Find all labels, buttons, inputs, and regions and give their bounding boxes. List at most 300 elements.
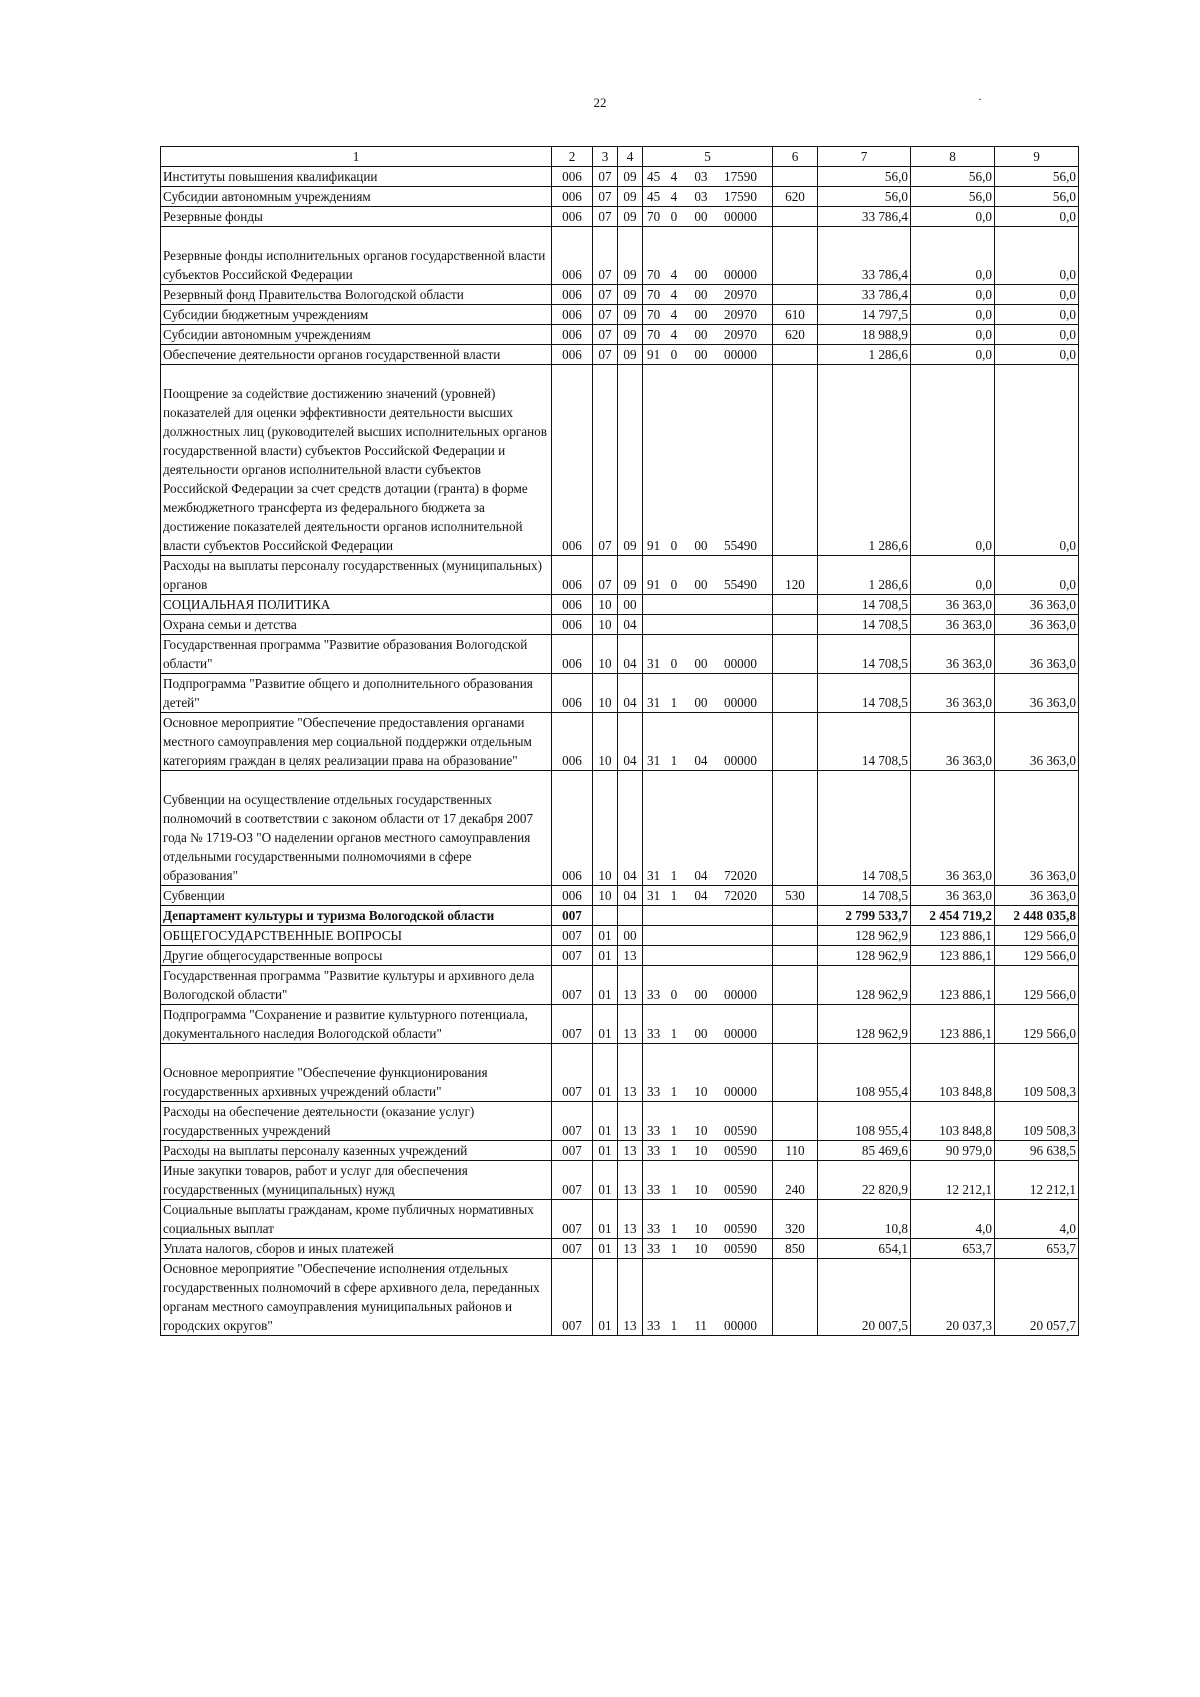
- admin-code-cell: 007: [552, 1161, 593, 1200]
- expense-type-cell: 320: [773, 1200, 818, 1239]
- amount-year1-cell: 108 955,4: [818, 1102, 911, 1141]
- target-article-part: 55490: [723, 577, 757, 592]
- target-article-cell: [643, 595, 773, 615]
- target-article-part: 45: [647, 169, 661, 184]
- target-article-part: 00: [694, 267, 708, 282]
- row-name-cell: [161, 1200, 552, 1239]
- row-name: Резервные фонды исполнительных органов государственной власти субъектов Российской Федерации: [163, 248, 546, 282]
- amount-year3-cell: 20 057,7: [995, 1259, 1079, 1336]
- row-name: ОБЩЕГОСУДАРСТВЕННЫЕ ВОПРОСЫ: [163, 928, 402, 943]
- section-code-cell: 07: [593, 207, 618, 227]
- target-article-parts: [645, 1180, 770, 1199]
- target-article-part: 00: [694, 209, 708, 224]
- row-name: Подпрограмма "Сохранение и развитие культурного потенциала, документального наследия Вологодской области": [163, 1007, 528, 1041]
- target-article-part: 0: [670, 656, 678, 671]
- target-article-part: 70: [647, 287, 661, 302]
- section-code-cell: 01: [593, 926, 618, 946]
- amount-year2-cell: 123 886,1: [911, 966, 995, 1005]
- target-article-part: 04: [694, 753, 708, 768]
- target-article-part: 20970: [723, 307, 757, 322]
- row-name-cell: [161, 886, 552, 906]
- target-article-cell: [643, 365, 773, 556]
- subsection-code-cell: 09: [618, 227, 643, 285]
- target-article-part: 00000: [723, 347, 757, 362]
- row-name: Департамент культуры и туризма Вологодской области: [163, 908, 495, 923]
- admin-code-cell: 006: [552, 713, 593, 771]
- expense-type-cell: [773, 906, 818, 926]
- target-article-part: 33: [647, 1084, 661, 1099]
- target-article-cell: [643, 1044, 773, 1102]
- target-article-part: 1: [670, 868, 678, 883]
- target-article-part: 00: [694, 695, 708, 710]
- target-article-part: 00: [694, 1026, 708, 1041]
- section-code-cell: 01: [593, 1102, 618, 1141]
- target-article-part: 33: [647, 1241, 661, 1256]
- amount-year2-cell: 0,0: [911, 285, 995, 305]
- admin-code-cell: 007: [552, 946, 593, 966]
- target-article-cell: [643, 966, 773, 1005]
- target-article-part: 33: [647, 1318, 661, 1333]
- expense-type-cell: 850: [773, 1239, 818, 1259]
- header-cell: 6: [773, 147, 818, 167]
- amount-year2-cell: 36 363,0: [911, 674, 995, 713]
- target-article-part: 0: [670, 538, 678, 553]
- target-article-part: 1: [670, 753, 678, 768]
- table-row: [161, 946, 1079, 966]
- row-name-cell: [161, 556, 552, 595]
- amount-year1-cell: 128 962,9: [818, 1005, 911, 1044]
- admin-code-cell: 006: [552, 285, 593, 305]
- admin-code-cell: 006: [552, 305, 593, 325]
- target-article-part: 20970: [723, 327, 757, 342]
- table-row: [161, 187, 1079, 207]
- row-name-cell: [161, 227, 552, 285]
- target-article-cell: [643, 305, 773, 325]
- target-article-part: 00: [694, 656, 708, 671]
- expense-type-cell: [773, 595, 818, 615]
- target-article-cell: [643, 345, 773, 365]
- scan-speck: ·: [978, 92, 982, 106]
- target-article-part: 70: [647, 327, 661, 342]
- admin-code-cell: 007: [552, 966, 593, 1005]
- amount-year2-cell: 123 886,1: [911, 1005, 995, 1044]
- row-name-cell: [161, 1161, 552, 1200]
- target-article-part: 70: [647, 267, 661, 282]
- amount-year2-cell: 20 037,3: [911, 1259, 995, 1336]
- target-article-part: 31: [647, 656, 661, 671]
- expense-type-cell: 530: [773, 886, 818, 906]
- target-article-parts: [645, 1141, 770, 1160]
- target-article-part: 0: [670, 987, 678, 1002]
- target-article-parts: [645, 1219, 770, 1238]
- row-name: Социальные выплаты гражданам, кроме публичных нормативных социальных выплат: [163, 1202, 534, 1236]
- row-name: Подпрограмма "Развитие общего и дополнительного образования детей": [163, 676, 533, 710]
- row-name-cell: [161, 207, 552, 227]
- amount-year2-cell: 0,0: [911, 227, 995, 285]
- target-article-parts: [645, 575, 770, 594]
- amount-year2-cell: 12 212,1: [911, 1161, 995, 1200]
- admin-code-cell: 006: [552, 674, 593, 713]
- row-name: Субвенции: [163, 888, 225, 903]
- target-article-parts: [645, 167, 770, 186]
- target-article-part: 4: [670, 327, 678, 342]
- target-article-part: 00590: [723, 1123, 757, 1138]
- amount-year2-cell: 36 363,0: [911, 713, 995, 771]
- amount-year1-cell: 128 962,9: [818, 966, 911, 1005]
- header-cell: 2: [552, 147, 593, 167]
- amount-year2-cell: 36 363,0: [911, 771, 995, 886]
- expense-type-cell: [773, 167, 818, 187]
- table-row: [161, 926, 1079, 946]
- subsection-code-cell: 04: [618, 771, 643, 886]
- target-article-parts: [645, 1024, 770, 1043]
- section-code-cell: 01: [593, 966, 618, 1005]
- target-article-cell: [643, 1161, 773, 1200]
- row-name-cell: [161, 365, 552, 556]
- admin-code-cell: 006: [552, 365, 593, 556]
- amount-year2-cell: 2 454 719,2: [911, 906, 995, 926]
- subsection-code-cell: 13: [618, 1200, 643, 1239]
- target-article-part: 10: [694, 1182, 708, 1197]
- amount-year2-cell: 90 979,0: [911, 1141, 995, 1161]
- target-article-part: 33: [647, 1221, 661, 1236]
- target-article-part: 31: [647, 888, 661, 903]
- target-article-cell: [643, 227, 773, 285]
- section-code-cell: [593, 906, 618, 926]
- row-name: Субсидии автономным учреждениям: [163, 327, 371, 342]
- amount-year2-cell: 103 848,8: [911, 1102, 995, 1141]
- amount-year2-cell: 0,0: [911, 325, 995, 345]
- row-name: Основное мероприятие "Обеспечение исполнения отдельных государственных полномочий в сфере архивного дела, переданных органам местного самоуправления муниципальных районов и городских округов": [163, 1261, 540, 1333]
- target-article-part: 10: [694, 1143, 708, 1158]
- row-name-cell: [161, 1239, 552, 1259]
- expense-type-cell: [773, 946, 818, 966]
- amount-year3-cell: 36 363,0: [995, 886, 1079, 906]
- target-article-part: 17590: [723, 169, 757, 184]
- amount-year3-cell: 129 566,0: [995, 946, 1079, 966]
- admin-code-cell: 006: [552, 325, 593, 345]
- target-article-parts: [645, 654, 770, 673]
- target-article-parts: [645, 1239, 770, 1258]
- row-name: Институты повышения квалификации: [163, 169, 378, 184]
- section-code-cell: 10: [593, 635, 618, 674]
- admin-code-cell: 006: [552, 615, 593, 635]
- amount-year3-cell: 96 638,5: [995, 1141, 1079, 1161]
- header-cell: 9: [995, 147, 1079, 167]
- subsection-code-cell: 04: [618, 635, 643, 674]
- header-cell: 7: [818, 147, 911, 167]
- row-name-cell: [161, 305, 552, 325]
- target-article-cell: [643, 1200, 773, 1239]
- row-name-cell: [161, 635, 552, 674]
- target-article-part: 00: [694, 538, 708, 553]
- subsection-code-cell: 13: [618, 1102, 643, 1141]
- target-article-part: 4: [670, 267, 678, 282]
- target-article-part: 91: [647, 347, 661, 362]
- target-article-part: 31: [647, 695, 661, 710]
- row-name: Поощрение за содействие достижению значений (уровней) показателей для оценки эффективности деятельности высших должностных лиц (руководителей высших исполнительных органов государственной власти) субъектов Российской Федерации и деятельности органов исполнительной власти субъектов Российской Федерации за счет средств дотации (гранта) в форме межбюджетного трансферта из федерального бюджета за достижение показателей деятельности органов исполнительной власти субъектов Российской Федерации: [163, 386, 547, 553]
- subsection-code-cell: 13: [618, 1005, 643, 1044]
- table-row: [161, 1259, 1079, 1336]
- table-row: [161, 886, 1079, 906]
- admin-code-cell: 007: [552, 926, 593, 946]
- target-article-part: 1: [670, 695, 678, 710]
- amount-year2-cell: 36 363,0: [911, 886, 995, 906]
- amount-year3-cell: 12 212,1: [995, 1161, 1079, 1200]
- target-article-cell: [643, 713, 773, 771]
- target-article-part: 00000: [723, 1026, 757, 1041]
- row-name: Расходы на выплаты персоналу государственных (муниципальных) органов: [163, 558, 543, 592]
- target-article-part: 91: [647, 538, 661, 553]
- spacer: [163, 227, 549, 246]
- expense-type-cell: 620: [773, 187, 818, 207]
- target-article-part: 33: [647, 1123, 661, 1138]
- amount-year1-cell: 22 820,9: [818, 1161, 911, 1200]
- subsection-code-cell: 09: [618, 345, 643, 365]
- target-article-parts: [645, 1316, 770, 1335]
- expense-type-cell: 120: [773, 556, 818, 595]
- amount-year2-cell: 0,0: [911, 305, 995, 325]
- target-article-part: 10: [694, 1084, 708, 1099]
- subsection-code-cell: 04: [618, 886, 643, 906]
- amount-year2-cell: 36 363,0: [911, 635, 995, 674]
- target-article-cell: [643, 1239, 773, 1259]
- header-cell: 5: [643, 147, 773, 167]
- amount-year3-cell: 0,0: [995, 556, 1079, 595]
- amount-year2-cell: 103 848,8: [911, 1044, 995, 1102]
- target-article-part: 33: [647, 987, 661, 1002]
- amount-year3-cell: 56,0: [995, 167, 1079, 187]
- admin-code-cell: 006: [552, 187, 593, 207]
- target-article-part: 00000: [723, 753, 757, 768]
- section-code-cell: 01: [593, 1161, 618, 1200]
- target-article-part: 10: [694, 1241, 708, 1256]
- admin-code-cell: 006: [552, 227, 593, 285]
- amount-year1-cell: 56,0: [818, 167, 911, 187]
- target-article-part: 1: [670, 888, 678, 903]
- target-article-part: 00000: [723, 267, 757, 282]
- row-name: Основное мероприятие "Обеспечение функционирования государственных архивных учреждений области": [163, 1065, 488, 1099]
- target-article-part: 1: [670, 1026, 678, 1041]
- amount-year3-cell: 129 566,0: [995, 926, 1079, 946]
- row-name: СОЦИАЛЬНАЯ ПОЛИТИКА: [163, 597, 331, 612]
- target-article-part: 1: [670, 1241, 678, 1256]
- section-code-cell: 07: [593, 285, 618, 305]
- expense-type-cell: [773, 1102, 818, 1141]
- amount-year1-cell: 33 786,4: [818, 227, 911, 285]
- row-name-cell: [161, 771, 552, 886]
- target-article-part: 00: [694, 987, 708, 1002]
- table-row: [161, 1141, 1079, 1161]
- target-article-part: 4: [670, 169, 678, 184]
- amount-year1-cell: 14 708,5: [818, 771, 911, 886]
- target-article-part: 00: [694, 347, 708, 362]
- row-name-cell: [161, 1141, 552, 1161]
- amount-year3-cell: 129 566,0: [995, 1005, 1079, 1044]
- amount-year2-cell: 56,0: [911, 167, 995, 187]
- section-code-cell: 10: [593, 615, 618, 635]
- expense-type-cell: [773, 207, 818, 227]
- admin-code-cell: 007: [552, 1102, 593, 1141]
- row-name-cell: [161, 1102, 552, 1141]
- admin-code-cell: 006: [552, 886, 593, 906]
- spacer: [163, 1044, 549, 1063]
- amount-year1-cell: 128 962,9: [818, 926, 911, 946]
- amount-year1-cell: 33 786,4: [818, 285, 911, 305]
- expense-type-cell: [773, 926, 818, 946]
- target-article-parts: [645, 265, 770, 284]
- admin-code-cell: 006: [552, 167, 593, 187]
- amount-year1-cell: 1 286,6: [818, 345, 911, 365]
- amount-year3-cell: 36 363,0: [995, 635, 1079, 674]
- amount-year1-cell: 85 469,6: [818, 1141, 911, 1161]
- table-row: [161, 906, 1079, 926]
- target-article-parts: [645, 1121, 770, 1140]
- row-name-cell: [161, 167, 552, 187]
- table-row: [161, 1161, 1079, 1200]
- section-code-cell: 10: [593, 674, 618, 713]
- target-article-part: 31: [647, 753, 661, 768]
- header-cell: 3: [593, 147, 618, 167]
- amount-year1-cell: 14 708,5: [818, 635, 911, 674]
- target-article-part: 10: [694, 1123, 708, 1138]
- amount-year1-cell: 108 955,4: [818, 1044, 911, 1102]
- amount-year1-cell: 20 007,5: [818, 1259, 911, 1336]
- row-name: Иные закупки товаров, работ и услуг для обеспечения государственных (муниципальных) нужд: [163, 1163, 468, 1197]
- table-row: [161, 1239, 1079, 1259]
- amount-year1-cell: 14 708,5: [818, 886, 911, 906]
- amount-year1-cell: 18 988,9: [818, 325, 911, 345]
- amount-year3-cell: 0,0: [995, 207, 1079, 227]
- subsection-code-cell: [618, 906, 643, 926]
- amount-year2-cell: 36 363,0: [911, 615, 995, 635]
- amount-year1-cell: 2 799 533,7: [818, 906, 911, 926]
- row-name: Охрана семьи и детства: [163, 617, 297, 632]
- page-number: 22: [593, 95, 607, 110]
- row-name: Расходы на обеспечение деятельности (оказание услуг) государственных учреждений: [163, 1104, 475, 1138]
- amount-year2-cell: 4,0: [911, 1200, 995, 1239]
- admin-code-cell: 006: [552, 595, 593, 615]
- admin-code-cell: 007: [552, 1044, 593, 1102]
- amount-year3-cell: 653,7: [995, 1239, 1079, 1259]
- target-article-part: 1: [670, 1182, 678, 1197]
- section-code-cell: 01: [593, 1200, 618, 1239]
- target-article-part: 00: [694, 577, 708, 592]
- target-article-part: 33: [647, 1143, 661, 1158]
- table-row: [161, 1044, 1079, 1102]
- amount-year2-cell: 56,0: [911, 187, 995, 207]
- subsection-code-cell: 04: [618, 674, 643, 713]
- target-article-cell: [643, 1141, 773, 1161]
- target-article-cell: [643, 946, 773, 966]
- target-article-part: 1: [670, 1123, 678, 1138]
- amount-year3-cell: 0,0: [995, 345, 1079, 365]
- table-row: [161, 635, 1079, 674]
- target-article-cell: [643, 1259, 773, 1336]
- amount-year2-cell: 0,0: [911, 556, 995, 595]
- row-name: Субсидии бюджетным учреждениям: [163, 307, 369, 322]
- amount-year3-cell: 109 508,3: [995, 1044, 1079, 1102]
- admin-code-cell: 006: [552, 345, 593, 365]
- subsection-code-cell: 04: [618, 615, 643, 635]
- spacer: [163, 771, 549, 790]
- target-article-part: 4: [670, 189, 678, 204]
- amount-year1-cell: 14 708,5: [818, 713, 911, 771]
- target-article-parts: [645, 187, 770, 206]
- subsection-code-cell: 09: [618, 167, 643, 187]
- amount-year3-cell: 0,0: [995, 365, 1079, 556]
- section-code-cell: 01: [593, 1044, 618, 1102]
- table-row: [161, 285, 1079, 305]
- row-name-cell: [161, 674, 552, 713]
- row-name-cell: [161, 1005, 552, 1044]
- section-code-cell: 01: [593, 1259, 618, 1336]
- target-article-part: 00: [694, 287, 708, 302]
- admin-code-cell: 007: [552, 906, 593, 926]
- spacer: [163, 365, 549, 384]
- amount-year1-cell: 1 286,6: [818, 556, 911, 595]
- row-name: Субвенции на осуществление отдельных государственных полномочий в соответствии с законом области от 17 декабря 2007 года № 1719-ОЗ "О наделении органов местного самоуправления отдельными государственными полномочиями в сфере образования": [163, 792, 534, 883]
- table-row: [161, 227, 1079, 285]
- expense-type-cell: [773, 966, 818, 1005]
- subsection-code-cell: 13: [618, 966, 643, 1005]
- amount-year2-cell: 653,7: [911, 1239, 995, 1259]
- target-article-part: 03: [694, 189, 708, 204]
- row-name: Резервные фонды: [163, 209, 263, 224]
- subsection-code-cell: 09: [618, 556, 643, 595]
- target-article-part: 1: [670, 1084, 678, 1099]
- subsection-code-cell: 04: [618, 713, 643, 771]
- amount-year1-cell: 14 708,5: [818, 674, 911, 713]
- amount-year1-cell: 14 708,5: [818, 615, 911, 635]
- expense-type-cell: [773, 227, 818, 285]
- amount-year3-cell: 36 363,0: [995, 615, 1079, 635]
- section-code-cell: 07: [593, 325, 618, 345]
- amount-year1-cell: 14 708,5: [818, 595, 911, 615]
- target-article-part: 0: [670, 347, 678, 362]
- target-article-part: 00: [694, 327, 708, 342]
- row-name-cell: [161, 285, 552, 305]
- target-article-part: 0: [670, 577, 678, 592]
- amount-year3-cell: 36 363,0: [995, 771, 1079, 886]
- section-code-cell: 10: [593, 771, 618, 886]
- admin-code-cell: 007: [552, 1005, 593, 1044]
- target-article-part: 20970: [723, 287, 757, 302]
- expense-type-cell: [773, 345, 818, 365]
- admin-code-cell: 006: [552, 556, 593, 595]
- amount-year1-cell: 10,8: [818, 1200, 911, 1239]
- target-article-part: 00590: [723, 1241, 757, 1256]
- table-row: [161, 556, 1079, 595]
- target-article-parts: [645, 207, 770, 226]
- table-row: [161, 1005, 1079, 1044]
- amount-year2-cell: 0,0: [911, 207, 995, 227]
- subsection-code-cell: 13: [618, 1259, 643, 1336]
- amount-year3-cell: 0,0: [995, 325, 1079, 345]
- target-article-cell: [643, 1005, 773, 1044]
- target-article-parts: [645, 1082, 770, 1101]
- target-article-part: 72020: [723, 868, 757, 883]
- amount-year1-cell: 1 286,6: [818, 365, 911, 556]
- target-article-cell: [643, 906, 773, 926]
- target-article-parts: [645, 285, 770, 304]
- table-row: [161, 615, 1079, 635]
- target-article-parts: [645, 305, 770, 324]
- target-article-part: 04: [694, 868, 708, 883]
- target-article-part: 00000: [723, 1084, 757, 1099]
- row-name: Субсидии автономным учреждениям: [163, 189, 371, 204]
- target-article-part: 33: [647, 1026, 661, 1041]
